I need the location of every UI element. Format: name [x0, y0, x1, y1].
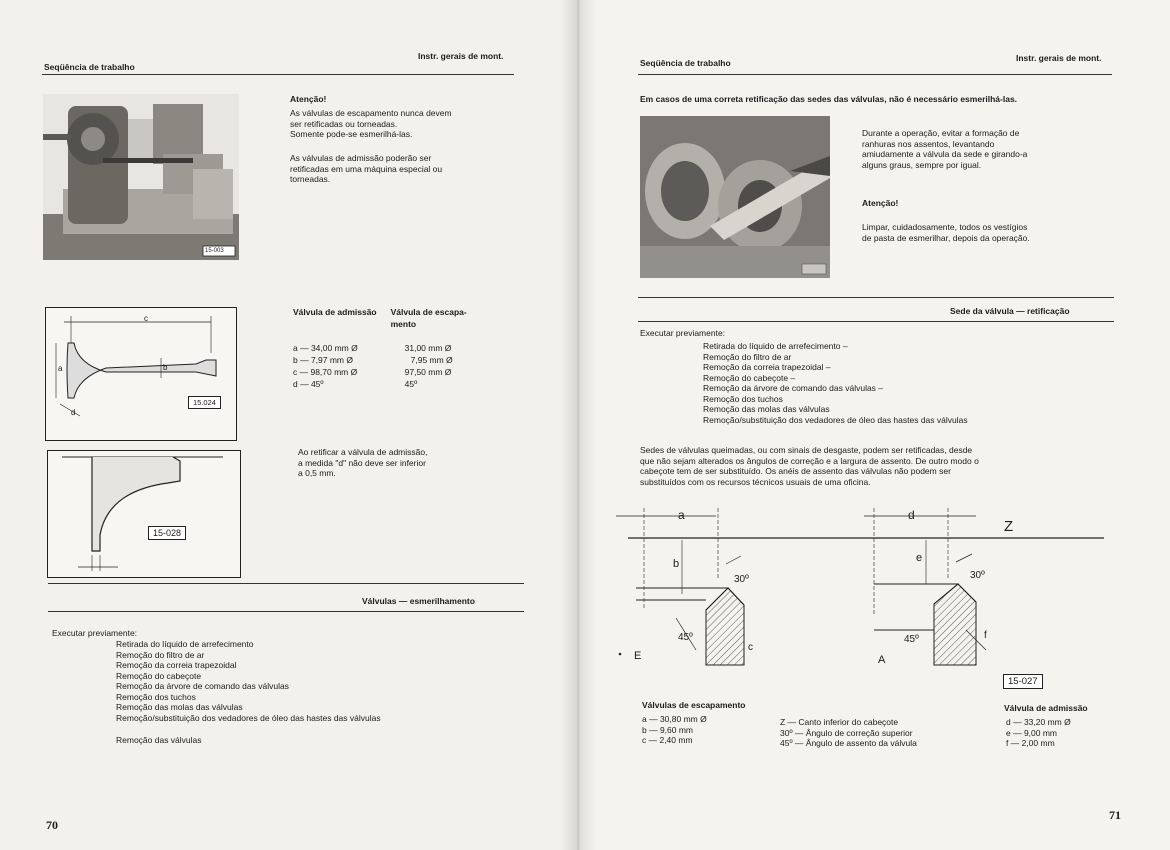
- right-pre-title: Executar previamente:: [640, 328, 726, 338]
- left-pre-title: Executar previamente:: [52, 628, 138, 638]
- dim-label-c: c: [144, 314, 148, 323]
- spec-cell: c — 98,70 mm Ø: [293, 367, 358, 377]
- diagram-label-e: e: [916, 552, 923, 564]
- table-row: [293, 378, 471, 390]
- table-row: [293, 354, 471, 366]
- diagram-label-30-right: 30º: [970, 570, 985, 581]
- spec-line: f — 2,00 mm: [1006, 738, 1055, 748]
- diagram-label-45-left: 45º: [678, 632, 693, 643]
- list-item: Remoção da árvore de comando das válvulas: [116, 681, 289, 691]
- text-line: Limpar, cuidadosamente, todos os vestígios: [862, 222, 1028, 232]
- list-item: Remoção/substituição dos vedadores de óleo das hastes das válvulas: [116, 712, 381, 723]
- diagram-tag: 15-027: [1003, 674, 1043, 689]
- dim-label-b: b: [163, 363, 168, 372]
- right-body-text: [640, 445, 1110, 487]
- valve-seat-photo: [640, 116, 830, 278]
- spec-cell: 45º: [404, 379, 418, 389]
- exhaust-values: [642, 714, 707, 746]
- diagram-label-b: b: [673, 558, 680, 570]
- list-item: Remoção dos tuchos: [703, 393, 783, 404]
- list-item: Remoção/substituição dos vedadores de óleo das hastes das válvulas: [703, 414, 968, 425]
- text-line: que não sejam alterados os ângulos de correção e a largura de assento. De outro modo o: [640, 455, 979, 466]
- text-line: As válvulas de admissão poderão ser: [290, 153, 432, 163]
- rule: [48, 611, 524, 612]
- list-item: Remoção do filtro de ar: [703, 351, 792, 362]
- spec-cell: 97,50 mm Ø: [404, 367, 452, 377]
- fig1-tag: 15.024: [188, 396, 221, 409]
- list-item: Remoção do cabeçote: [116, 670, 202, 681]
- list-item: Remoção da correia trapezoidal: [116, 660, 237, 670]
- book-gutter-shadow: [560, 0, 596, 850]
- right-section-title: Sede da válvula — retificação: [950, 306, 1070, 316]
- left-attention-p1: [290, 108, 452, 140]
- spec-cell: 7,95 mm Ø: [410, 355, 453, 365]
- text-line: ranhuras nos assentos, levantando: [862, 138, 995, 149]
- left-page-number: 70: [46, 818, 58, 832]
- left-header-manual: Instr. gerais de mont.: [418, 51, 504, 61]
- text-line: a 0,5 mm.: [298, 468, 336, 478]
- diagram-label-Z: Z: [1004, 518, 1014, 535]
- right-attention-text: [862, 222, 1030, 243]
- diagram-label-d: d: [908, 508, 915, 522]
- right-pre-list: [703, 341, 968, 425]
- right-header-manual: Instr. gerais de mont.: [1016, 53, 1102, 63]
- diagram-label-30-left: 30º: [734, 574, 749, 585]
- spec-line: e — 9,00 mm: [1006, 727, 1058, 738]
- text-line: a medida "d" não deve ser inferior: [298, 457, 426, 468]
- left-pre-list: [116, 639, 381, 746]
- diagram-legend: [780, 717, 917, 749]
- text-line: Somente pode-se esmerilhá-las.: [290, 129, 413, 139]
- table-row: [293, 342, 471, 354]
- admission-values: [1006, 717, 1071, 749]
- spec-line: a — 30,80 mm Ø: [642, 714, 707, 724]
- text-line: As válvulas de escapamento nunca devem: [290, 108, 452, 118]
- left-header-section: Seqüência de trabalho: [44, 62, 135, 72]
- right-header-section: Seqüência de trabalho: [640, 58, 731, 68]
- spec-line: c — 2,40 mm: [642, 735, 693, 745]
- text-line: Ao retificar a válvula de admissão,: [298, 447, 428, 457]
- left-section-title: Válvulas — esmerilhamento: [362, 596, 475, 606]
- valve-dimension-figure: [45, 307, 237, 441]
- list-item: Remoção das molas das válvulas: [703, 404, 830, 414]
- dim-label-d: d: [71, 408, 76, 417]
- text-line: alguns graus, sempre por igual.: [862, 159, 982, 170]
- text-line: de pasta de esmerilhar, depois da operação.: [862, 232, 1030, 243]
- right-page-number: 71: [1109, 808, 1121, 822]
- list-item: Retirada do líquido de arrefecimento –: [703, 341, 848, 351]
- diagram-label-f: f: [984, 630, 987, 641]
- valve-head-figure: [47, 450, 241, 578]
- left-header-rule: [42, 74, 514, 75]
- left-attention-title: Atenção!: [290, 94, 327, 104]
- fig2-tag: 15-028: [148, 526, 186, 540]
- photo-tag: 15-003: [205, 248, 224, 254]
- list-item: Remoção das molas das válvulas: [116, 702, 243, 712]
- text-line: Durante a operação, evitar a formação de: [862, 128, 1020, 138]
- legend-line: 30º — Ângulo de correção superior: [780, 727, 913, 738]
- page-left: [0, 0, 578, 850]
- list-item: Remoção das válvulas: [116, 735, 202, 745]
- rule: [638, 321, 1114, 322]
- diagram-label-45-right: 45º: [904, 634, 919, 645]
- spec-cell: b — 7,97 mm Ø: [293, 355, 353, 365]
- text-line: Sedes de válvulas queimadas, ou com sinais de desgaste, podem ser retificadas, desde: [640, 445, 973, 455]
- left-spec-table: [293, 306, 471, 390]
- text-line: Válvula de escapa-: [390, 307, 467, 317]
- list-item: Remoção do cabeçote –: [703, 372, 796, 383]
- diagram-label-E: E: [634, 650, 642, 662]
- right-header-rule: [638, 74, 1112, 75]
- spec-line: b — 9,60 mm: [642, 724, 694, 735]
- right-intro: Em casos de uma correta retificação das sedes das válvulas, não é necessário esmerilhá-las.: [640, 94, 1018, 104]
- spec-head-admission: Válvula de admissão: [293, 307, 377, 317]
- list-item: Retirada do líquido de arrefecimento: [116, 639, 254, 649]
- legend-line: 45º — Ângulo de assento da válvula: [780, 738, 917, 748]
- left-note: [298, 447, 427, 479]
- text-line: cabeçote tem de ser substituído. Os anéis de assento das válvulas não podem ser: [640, 466, 951, 476]
- list-item: Remoção dos tuchos: [116, 691, 196, 702]
- dim-label-a: a: [58, 364, 63, 373]
- right-operation-text: [862, 128, 1027, 170]
- table-row: [293, 366, 471, 378]
- right-attention-title: Atenção!: [862, 198, 899, 208]
- valve-seat-diagram: [616, 500, 1106, 690]
- admission-title: Válvula de admissão: [1004, 703, 1088, 713]
- rule: [48, 583, 524, 584]
- diagram-label-a: a: [678, 508, 685, 522]
- legend-line: Z — Canto inferior do cabeçote: [780, 717, 899, 727]
- rule: [638, 297, 1114, 298]
- spec-cell: a — 34,00 mm Ø: [293, 343, 358, 353]
- text-line: mento: [390, 319, 417, 329]
- spec-head-exhaust: [391, 306, 471, 330]
- text-line: amiudamente a válvula da sede e girando-a: [862, 149, 1028, 159]
- text-line: retificadas em uma máquina especial ou: [290, 163, 443, 174]
- spec-cell: d — 45º: [293, 379, 324, 389]
- list-item: Remoção da árvore de comando das válvulas –: [703, 383, 884, 393]
- left-attention-p2: [290, 153, 442, 185]
- text-line: torneadas.: [290, 174, 331, 184]
- page-right: [578, 0, 1170, 850]
- valve-machine-photo: [43, 94, 239, 260]
- exhaust-title: Válvulas de escapamento: [642, 700, 746, 710]
- diagram-label-c: c: [748, 642, 753, 653]
- list-item: Remoção da correia trapezoidal –: [703, 362, 831, 372]
- spec-cell: 31,00 mm Ø: [404, 343, 452, 353]
- spec-line: d — 33,20 mm Ø: [1006, 717, 1071, 727]
- list-item: Remoção do filtro de ar: [116, 649, 205, 660]
- text-line: ser retificadas ou torneadas.: [290, 118, 398, 129]
- text-line: substituídos com os recursos técnicos usuais de uma oficina.: [640, 476, 871, 487]
- diagram-label-A: A: [878, 654, 886, 666]
